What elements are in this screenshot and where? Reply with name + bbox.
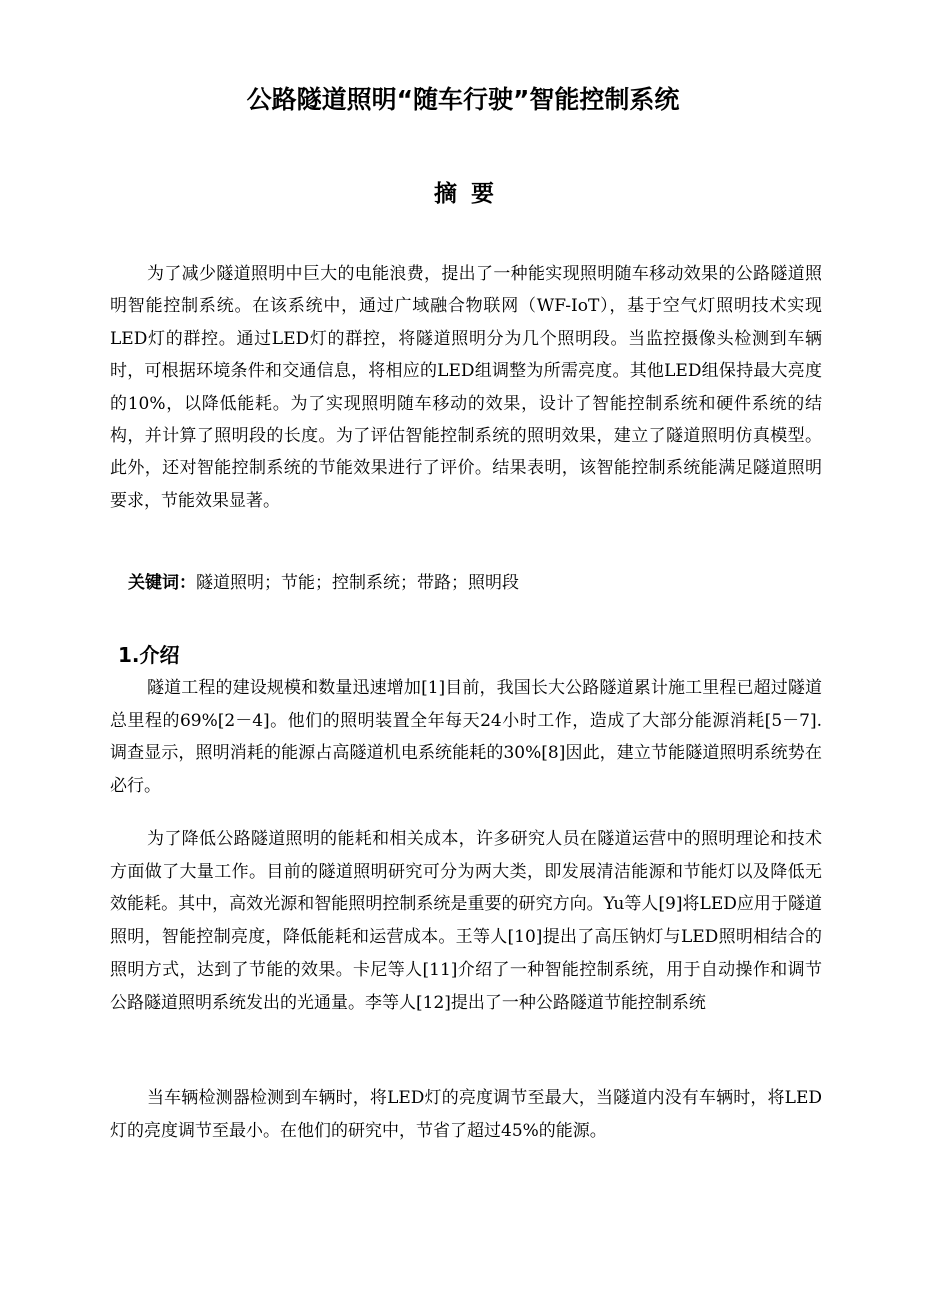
abstract-heading: 摘要 [434,181,508,207]
intro-paragraph-3: 当车辆检测器检测到车辆时，将LED灯的亮度调节至最大，当隧道内没有车辆时，将LED灯的亮度调节至最小。在他们的研究中，节省了超过45%的能源。 [110,1088,822,1141]
section-heading-introduction: 1.介绍 [118,643,180,667]
keywords-text: 隧道照明；节能；控制系统；带路；照明段 [196,573,519,593]
keywords-line [128,567,519,599]
keywords-label: 关键词： [128,573,196,593]
intro-paragraph-1: 隧道工程的建设规模和数量迅速增加[1]目前，我国长大公路隧道累计施工里程已超过隧道总里程的69%[2－4]。他们的照明装置全年每天24小时工作，造成了大部分能源消耗[5－7].调查显示，照明消耗的能源占高隧道机电系统能耗的30%[8]因此，建立节能隧道照明系统势在必行。 [110,678,822,797]
paper-title: 公路隧道照明“随车行驶”智能控制系统 [246,85,680,114]
intro-paragraph-2: 为了降低公路隧道照明的能耗和相关成本，许多研究人员在隧道运营中的照明理论和技术方面做了大量工作。目前的隧道照明研究可分为两大类，即发展清洁能源和节能灯以及降低无效能耗。其中，高效光源和智能照明控制系统是重要的研究方向。Yu等人[9]将LED应用于隧道照明，智能控制亮度，降低能耗和运营成本。王等人[10]提出了高压钠灯与LED照明相结合的照明方式，达到了节能的效果。卡尼等人[11]介绍了一种智能控制系统，用于自动操作和调节公路隧道照明系统发出的光通量。李等人[12]提出了一种公路隧道节能控制系统 [110,829,822,1013]
abstract-body: 为了减少隧道照明中巨大的电能浪费，提出了一种能实现照明随车移动效果的公路隧道照明智能控制系统。在该系统中，通过广域融合物联网（WF-IoT），基于空气灯照明技术实现LED灯的群控。通过LED灯的群控，将隧道照明分为几个照明段。当监控摄像头检测到车辆时，可根据环境条件和交通信息，将相应的LED组调整为所需亮度。其他LED组保持最大亮度的10%，以降低能耗。为了实现照明随车移动的效果，设计了智能控制系统和硬件系统的结构，并计算了照明段的长度。为了评估智能控制系统的照明效果，建立了隧道照明仿真模型。此外，还对智能控制系统的节能效果进行了评价。结果表明，该智能控制系统能满足隧道照明要求，节能效果显著。 [110,264,822,511]
